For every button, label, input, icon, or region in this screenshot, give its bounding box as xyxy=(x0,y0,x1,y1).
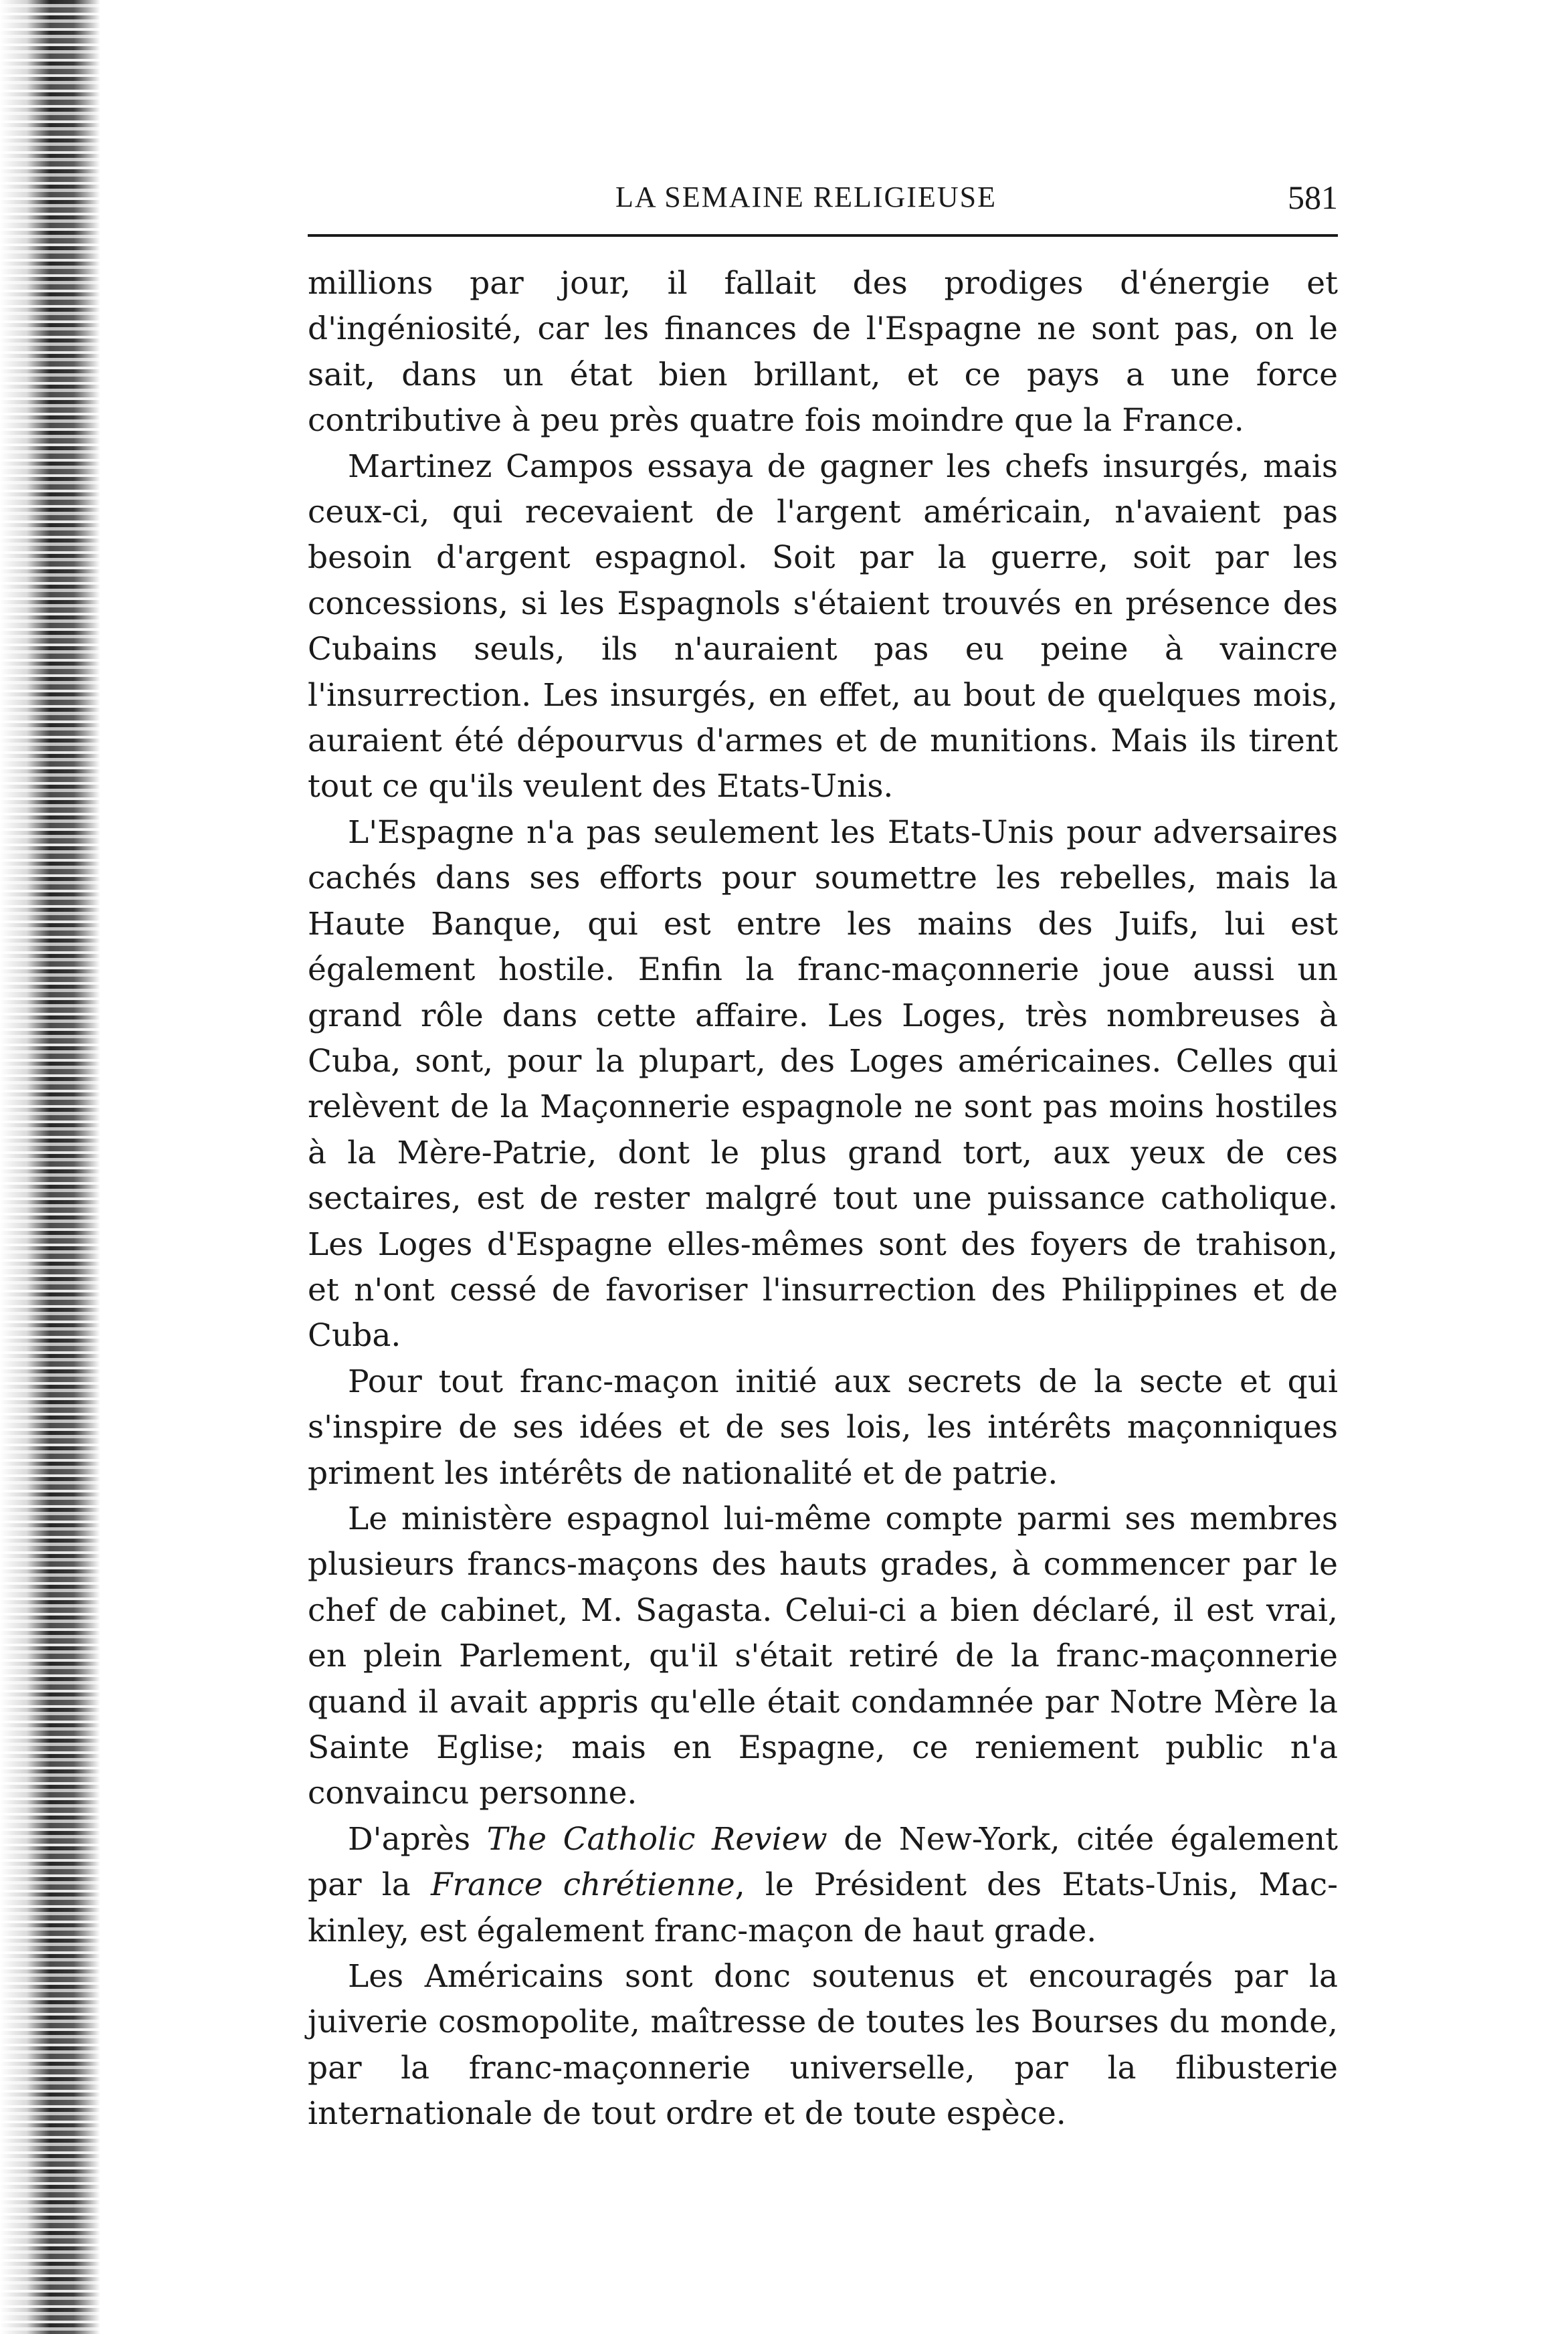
binding-edge-shadow xyxy=(0,0,100,2334)
running-head xyxy=(308,171,1338,224)
paragraph: Les Américains sont donc soutenus et encouragés par la juiverie cosmopolite, maîtresse de toutes les Bourses du monde, par la franc-maçonnerie universelle, par la flibusterie internationale de tout ordre et de toute espèce. xyxy=(308,1958,1338,2133)
paragraph: Pour tout franc-maçon initié aux secrets de la secte et qui s'inspire de ses idées et de ses lois, les intérêts maçonniques priment les intérêts de nationalité et de patrie. xyxy=(308,1363,1338,1492)
paragraph-text: D'après xyxy=(348,1820,487,1858)
paragraph: Martinez Campos essaya de gagner les chefs insurgés, mais ceux-ci, qui recevaient de l'argent américain, n'avaient pas besoin d'argent espagnol. Soit par la guerre, soit par les concessions, si les Espagnols s'étaient trouvés en présence des Cubains seuls, ils n'auraient pas eu peine à vaincre l'insurrection. Les insurgés, en effet, au bout de quelques mois, auraient été dépourvus d'armes et de munitions. Mais ils tirent tout ce qu'ils veulent des Etats-Unis. xyxy=(308,448,1338,805)
paragraph-text: , le Président des Etats-Unis, Mac-kinley, est également franc-maçon de haut grade. xyxy=(308,1866,1338,1949)
paragraph: Le ministère espagnol lui-même compte parmi ses membres plusieurs francs-maçons des hauts grades, à commencer par le chef de cabinet, M. Sagasta. Celui-ci a bien déclaré, il est vrai, en plein Parlement, qu'il s'était retiré de la franc-maçonnerie quand il avait appris qu'elle était condamnée par Notre Mère la Sainte Eglise; mais en Espagne, ce reniement public n'a convaincu personne. xyxy=(308,1500,1338,1812)
page-number: 581 xyxy=(1288,179,1338,216)
running-title: LA SEMAINE RELIGIEUSE xyxy=(615,181,997,213)
paragraph-text: de New-York, citée également par la xyxy=(308,1820,1338,1904)
periodical-title: The Catholic Review xyxy=(486,1820,827,1858)
header-rule xyxy=(308,234,1338,237)
periodical-title: France chrétienne xyxy=(431,1866,735,1904)
paragraph: L'Espagne n'a pas seulement les Etats-Unis pour adversaires cachés dans ses efforts pour soumettre les rebelles, mais la Haute Banque, qui est entre les mains des Juifs, lui est également hostile. Enfin la franc-maçonnerie joue aussi un grand rôle dans cette affaire. Les Loges, très nombreuses à Cuba, sont, pour la plupart, des Loges américaines. Celles qui relèvent de la Maçonnerie espagnole ne sont pas moins hostiles à la Mère-Patrie, dont le plus grand tort, aux yeux de ces sectaires, est de rester malgré tout une puissance catholique. Les Loges d'Espagne elles-mêmes sont des foyers de trahison, et n'ont cessé de favoriser l'insurrection des Philippines et de Cuba. xyxy=(308,813,1338,1355)
paragraph xyxy=(308,1817,1338,1954)
article-body xyxy=(308,261,1338,2137)
paragraph: millions par jour, il fallait des prodiges d'énergie et d'ingéniosité, car les finances de l'Espagne ne sont pas, on le sait, dans un état bien brillant, et ce pays a une force contributive à peu près quatre fois moindre que la France. xyxy=(308,265,1338,440)
